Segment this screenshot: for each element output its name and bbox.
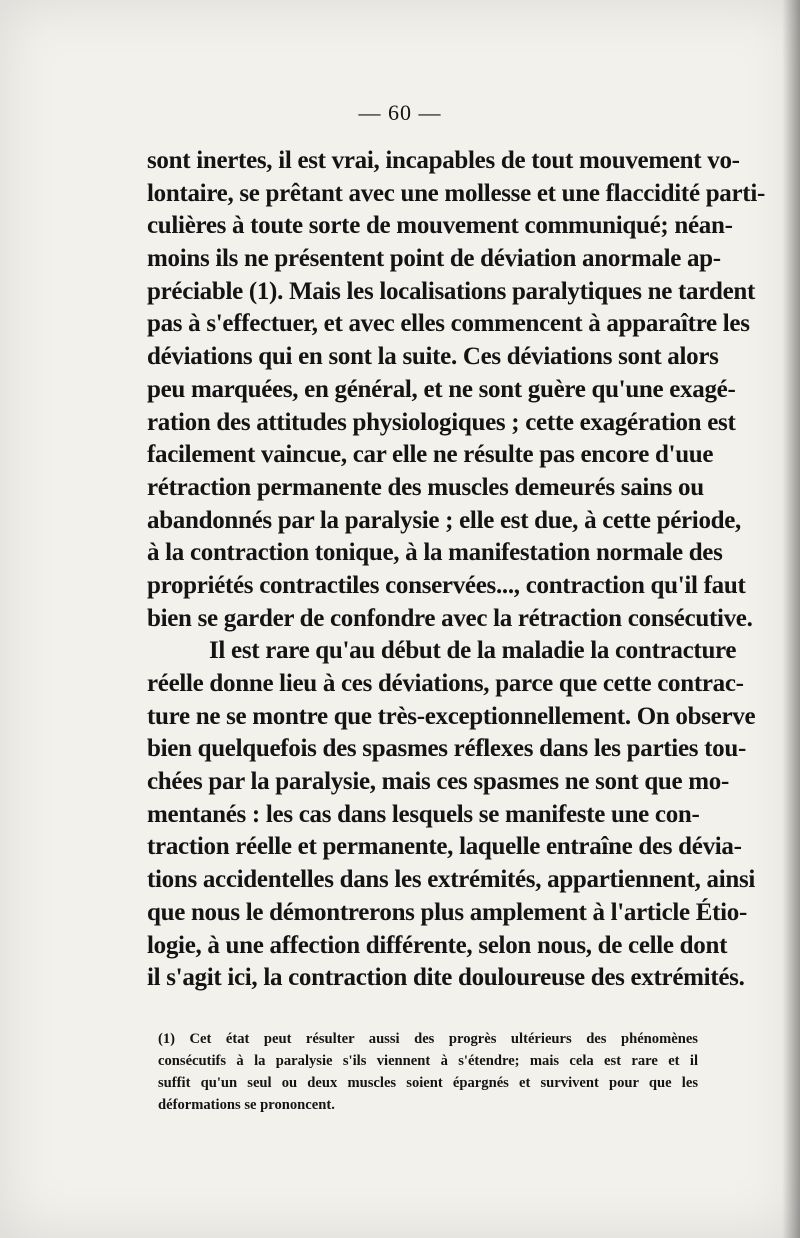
text-line: chées par la paralysie, mais ces spasmes ne sont que mo- [147, 768, 730, 796]
text-line: déviations qui en sont la suite. Ces déviations sont alors [147, 343, 719, 371]
footnote-line: (1) Cet état peut résulter aussi des progrès ultérieurs des phénomènes [158, 1031, 698, 1047]
text-line: Il est rare qu'au début de la maladie la contracture [209, 637, 737, 665]
page-number: — 60 — [358, 100, 442, 125]
text-line: sont inertes, il est vrai, incapables de tout mouvement vo- [147, 147, 740, 174]
text-line: peu marquées, en général, et ne sont guère qu'une exagé- [147, 375, 736, 403]
text-line: facilement vaincue, car elle ne résulte pas encore d'uue [147, 441, 714, 469]
text-line: bien quelquefois des spasmes réflexes dans les parties tou- [147, 735, 746, 763]
footnote-line: déformations se prononcent. [158, 1097, 335, 1113]
text-line: rétraction permanente des muscles demeurés sains ou [147, 473, 704, 501]
text-line: préciable (1). Mais les localisations paralytiques ne tardent [147, 277, 756, 305]
body-text [147, 145, 766, 995]
footnote [158, 1028, 698, 1116]
text-line: logie, à une affection différente, selon nous, de celle dont [147, 931, 728, 959]
footnote-line: consécutifs à la paralysie s'ils viennent à s'étendre; mais cela est rare et il [158, 1053, 698, 1069]
text-line: ture ne se montre que très-exceptionnellement. On observe [147, 702, 756, 730]
text-line: bien se garder de confondre avec la rétraction consécutive. [147, 604, 753, 632]
text-line: propriétés contractiles conservées..., contraction qu'il faut [147, 571, 746, 599]
text-line: réelle donne lieu à ces déviations, parce que cette contrac- [147, 670, 744, 697]
text-line: tions accidentelles dans les extrémités, appartiennent, ainsi [147, 866, 756, 894]
text-line: ration des attitudes physiologiques ; cette exagération est [147, 408, 736, 436]
footnote-line: suffit qu'un seul ou deux muscles soient épargnés et survivent pour que les [158, 1075, 698, 1091]
text-line: moins ils ne présentent point de déviation anormale ap- [147, 245, 721, 273]
page-edge-shadow [782, 0, 800, 1238]
text-line: lontaire, se prêtant avec une mollesse et une flaccidité parti- [147, 179, 766, 207]
text-line: abandonnés par la paralysie ; elle est due, à cette période, [147, 506, 742, 534]
text-line: mentanés : les cas dans lesquels se manifeste une con- [147, 800, 700, 828]
text-line: traction réelle et permanente, laquelle entraîne des dévia- [147, 833, 742, 861]
text-line: il s'agit ici, la contraction dite douloureuse des extrémités. [147, 964, 745, 992]
text-line: que nous le démontrerons plus amplement à l'article Étio- [147, 898, 748, 926]
text-line: pas à s'effectuer, et avec elles commencent à apparaître les [147, 310, 750, 338]
text-line: à la contraction tonique, à la manifestation normale des [147, 539, 723, 567]
text-line: culières à toute sorte de mouvement communiqué; néan- [147, 212, 733, 240]
